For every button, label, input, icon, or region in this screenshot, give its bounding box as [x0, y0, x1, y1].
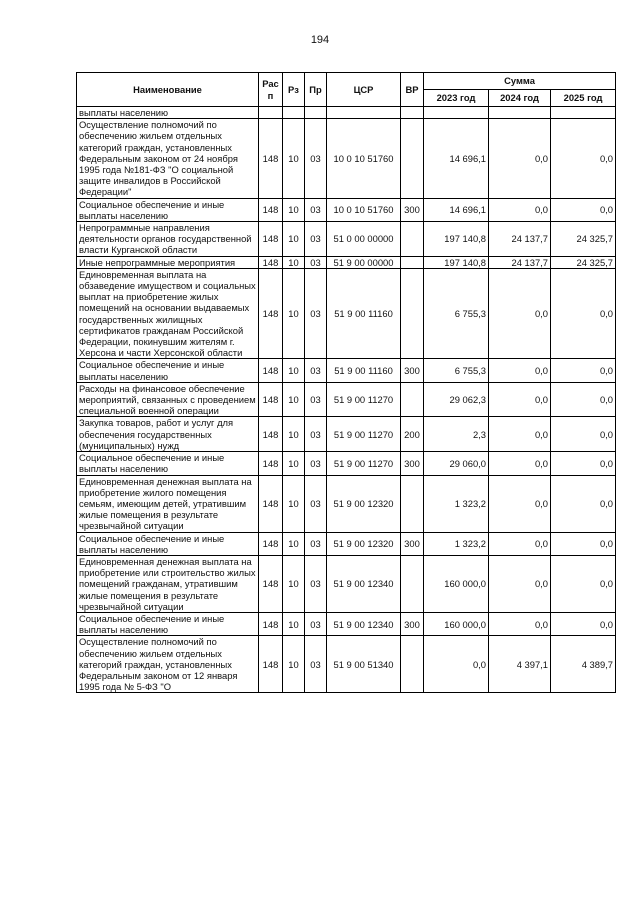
cell-vr: 300: [401, 612, 424, 635]
cell-rz: [283, 107, 305, 119]
cell-rz: 10: [283, 382, 305, 417]
cell-name: Единовременная денежная выплата на приобретение или строительство жилых помещений гражданам, утратившим жилые помещения в результате чрезвычайной ситуации: [77, 555, 259, 612]
cell-csr: [327, 107, 401, 119]
cell-pr: 03: [305, 555, 327, 612]
cell-2024: 0,0: [489, 119, 551, 198]
cell-rz: 10: [283, 636, 305, 693]
cell-2023: 197 140,8: [424, 256, 489, 268]
cell-2023: 197 140,8: [424, 222, 489, 257]
table-header: [77, 73, 616, 107]
cell-rz: 10: [283, 532, 305, 555]
cell-pr: 03: [305, 256, 327, 268]
cell-2024: 24 137,7: [489, 256, 551, 268]
table-row: [77, 268, 616, 359]
cell-ras: 148: [259, 222, 283, 257]
table-row: [77, 532, 616, 555]
cell-2024: 0,0: [489, 268, 551, 359]
cell-ras: 148: [259, 452, 283, 475]
cell-rz: 10: [283, 359, 305, 382]
cell-2025: 0,0: [551, 382, 616, 417]
cell-pr: 03: [305, 222, 327, 257]
table-row: [77, 452, 616, 475]
table-row: [77, 612, 616, 635]
cell-ras: 148: [259, 417, 283, 452]
cell-rz: 10: [283, 198, 305, 221]
cell-2023: 2,3: [424, 417, 489, 452]
cell-name: Единовременная выплата на обзаведение имуществом и социальных выплат на приобретение жилых помещений на основании выдаваемых государственных жилищных сертификатов гражданам Российской Федерации, покинувшим жителям г. Херсона и части Херсонской области: [77, 268, 259, 359]
cell-ras: 148: [259, 198, 283, 221]
cell-pr: [305, 107, 327, 119]
cell-2024: 0,0: [489, 555, 551, 612]
cell-vr: 300: [401, 452, 424, 475]
cell-2023: 160 000,0: [424, 612, 489, 635]
budget-table: [76, 72, 616, 693]
cell-name: Расходы на финансовое обеспечение мероприятий, связанных с проведением специальной военной операции: [77, 382, 259, 417]
header-pr: Пр: [305, 73, 327, 107]
cell-csr: 51 9 00 12340: [327, 612, 401, 635]
cell-pr: 03: [305, 636, 327, 693]
cell-vr: [401, 107, 424, 119]
cell-name: Осуществление полномочий по обеспечению жильем отдельных категорий граждан, установленных Федеральным законом от 24 ноября 1995 года №181-ФЗ "О социальной защите инвалидов в Российской Федерации": [77, 119, 259, 198]
cell-ras: 148: [259, 256, 283, 268]
cell-csr: 51 9 00 00000: [327, 256, 401, 268]
cell-ras: 148: [259, 555, 283, 612]
table-row: [77, 636, 616, 693]
cell-rz: 10: [283, 612, 305, 635]
cell-2024: 0,0: [489, 417, 551, 452]
cell-2025: 0,0: [551, 359, 616, 382]
cell-rz: 10: [283, 256, 305, 268]
table-row: [77, 475, 616, 532]
cell-pr: 03: [305, 532, 327, 555]
cell-ras: 148: [259, 119, 283, 198]
cell-name: Социальное обеспечение и иные выплаты населению: [77, 532, 259, 555]
cell-pr: 03: [305, 198, 327, 221]
cell-csr: 51 9 00 12340: [327, 555, 401, 612]
header-year-2025: 2025 год: [551, 90, 616, 107]
cell-name: Социальное обеспечение и иные выплаты населению: [77, 198, 259, 221]
cell-csr: 51 9 00 11160: [327, 268, 401, 359]
cell-2024: 0,0: [489, 359, 551, 382]
cell-2025: 0,0: [551, 612, 616, 635]
cell-2023: 160 000,0: [424, 555, 489, 612]
table-row: [77, 119, 616, 198]
table-row: [77, 417, 616, 452]
cell-2023: 1 323,2: [424, 532, 489, 555]
cell-2025: 4 389,7: [551, 636, 616, 693]
cell-2025: [551, 107, 616, 119]
header-year-2024: 2024 год: [489, 90, 551, 107]
cell-csr: 51 9 00 12320: [327, 532, 401, 555]
header-csr: ЦСР: [327, 73, 401, 107]
cell-rz: 10: [283, 452, 305, 475]
cell-2025: 0,0: [551, 475, 616, 532]
cell-pr: 03: [305, 452, 327, 475]
cell-2025: 0,0: [551, 532, 616, 555]
cell-rz: 10: [283, 268, 305, 359]
table-row: [77, 107, 616, 119]
cell-csr: 51 9 00 51340: [327, 636, 401, 693]
cell-2025: 0,0: [551, 119, 616, 198]
header-rz: Рз: [283, 73, 305, 107]
cell-2025: 0,0: [551, 555, 616, 612]
cell-2024: 24 137,7: [489, 222, 551, 257]
header-year-2023: 2023 год: [424, 90, 489, 107]
cell-2023: 1 323,2: [424, 475, 489, 532]
cell-pr: 03: [305, 119, 327, 198]
cell-2025: 24 325,7: [551, 256, 616, 268]
cell-name: Социальное обеспечение и иные выплаты населению: [77, 612, 259, 635]
cell-2023: 29 062,3: [424, 382, 489, 417]
cell-2025: 0,0: [551, 268, 616, 359]
cell-rz: 10: [283, 119, 305, 198]
cell-csr: 51 0 00 00000: [327, 222, 401, 257]
table-row: [77, 359, 616, 382]
cell-2025: 0,0: [551, 452, 616, 475]
cell-vr: [401, 268, 424, 359]
table-row: [77, 382, 616, 417]
cell-pr: 03: [305, 382, 327, 417]
cell-vr: [401, 119, 424, 198]
cell-vr: [401, 222, 424, 257]
cell-vr: [401, 256, 424, 268]
cell-vr: 300: [401, 198, 424, 221]
table-row: [77, 256, 616, 268]
cell-vr: 300: [401, 532, 424, 555]
cell-csr: 51 9 00 11270: [327, 417, 401, 452]
cell-2023: 0,0: [424, 636, 489, 693]
cell-2023: 14 696,1: [424, 119, 489, 198]
header-sum: Сумма: [424, 73, 616, 90]
cell-vr: [401, 475, 424, 532]
header-ras: Рас п: [259, 73, 283, 107]
cell-2024: 0,0: [489, 532, 551, 555]
cell-2023: 6 755,3: [424, 359, 489, 382]
cell-ras: 148: [259, 475, 283, 532]
cell-name: Социальное обеспечение и иные выплаты населению: [77, 359, 259, 382]
cell-vr: [401, 636, 424, 693]
cell-pr: 03: [305, 612, 327, 635]
table-row: [77, 555, 616, 612]
page-number: 194: [310, 34, 330, 46]
cell-2025: 24 325,7: [551, 222, 616, 257]
cell-2023: 29 060,0: [424, 452, 489, 475]
cell-2023: [424, 107, 489, 119]
cell-2024: 4 397,1: [489, 636, 551, 693]
cell-name: Иные непрограммные мероприятия: [77, 256, 259, 268]
cell-csr: 10 0 10 51760: [327, 198, 401, 221]
cell-name: выплаты населению: [77, 107, 259, 119]
table-row: [77, 222, 616, 257]
cell-rz: 10: [283, 555, 305, 612]
cell-ras: 148: [259, 359, 283, 382]
cell-csr: 10 0 10 51760: [327, 119, 401, 198]
cell-2025: 0,0: [551, 417, 616, 452]
cell-name: Осуществление полномочий по обеспечению жильем отдельных категорий граждан, установленных Федеральным законом от 12 января 1995 года № 5-ФЗ "О: [77, 636, 259, 693]
cell-2024: [489, 107, 551, 119]
cell-pr: 03: [305, 417, 327, 452]
cell-2023: 6 755,3: [424, 268, 489, 359]
cell-vr: [401, 555, 424, 612]
cell-name: Социальное обеспечение и иные выплаты населению: [77, 452, 259, 475]
cell-2024: 0,0: [489, 452, 551, 475]
header-name: Наименование: [77, 73, 259, 107]
cell-csr: 51 9 00 12320: [327, 475, 401, 532]
header-vr: ВР: [401, 73, 424, 107]
cell-name: Единовременная денежная выплата на приобретение жилого помещения семьям, имеющим детей, утратившим жилые помещения в результате чрезвычайной ситуации: [77, 475, 259, 532]
cell-pr: 03: [305, 268, 327, 359]
cell-ras: [259, 107, 283, 119]
cell-2025: 0,0: [551, 198, 616, 221]
cell-rz: 10: [283, 417, 305, 452]
cell-ras: 148: [259, 268, 283, 359]
cell-csr: 51 9 00 11270: [327, 382, 401, 417]
cell-2024: 0,0: [489, 382, 551, 417]
cell-name: Непрограммные направления деятельности органов государственной власти Курганской области: [77, 222, 259, 257]
cell-pr: 03: [305, 359, 327, 382]
cell-vr: 300: [401, 359, 424, 382]
cell-vr: [401, 382, 424, 417]
table-row: [77, 198, 616, 221]
cell-name: Закупка товаров, работ и услуг для обеспечения государственных (муниципальных) нужд: [77, 417, 259, 452]
cell-2024: 0,0: [489, 475, 551, 532]
cell-2024: 0,0: [489, 198, 551, 221]
cell-rz: 10: [283, 475, 305, 532]
cell-2023: 14 696,1: [424, 198, 489, 221]
cell-pr: 03: [305, 475, 327, 532]
cell-csr: 51 9 00 11160: [327, 359, 401, 382]
cell-rz: 10: [283, 222, 305, 257]
cell-ras: 148: [259, 382, 283, 417]
cell-vr: 200: [401, 417, 424, 452]
cell-ras: 148: [259, 636, 283, 693]
cell-ras: 148: [259, 612, 283, 635]
cell-ras: 148: [259, 532, 283, 555]
cell-csr: 51 9 00 11270: [327, 452, 401, 475]
table-body: [77, 107, 616, 693]
cell-2024: 0,0: [489, 612, 551, 635]
